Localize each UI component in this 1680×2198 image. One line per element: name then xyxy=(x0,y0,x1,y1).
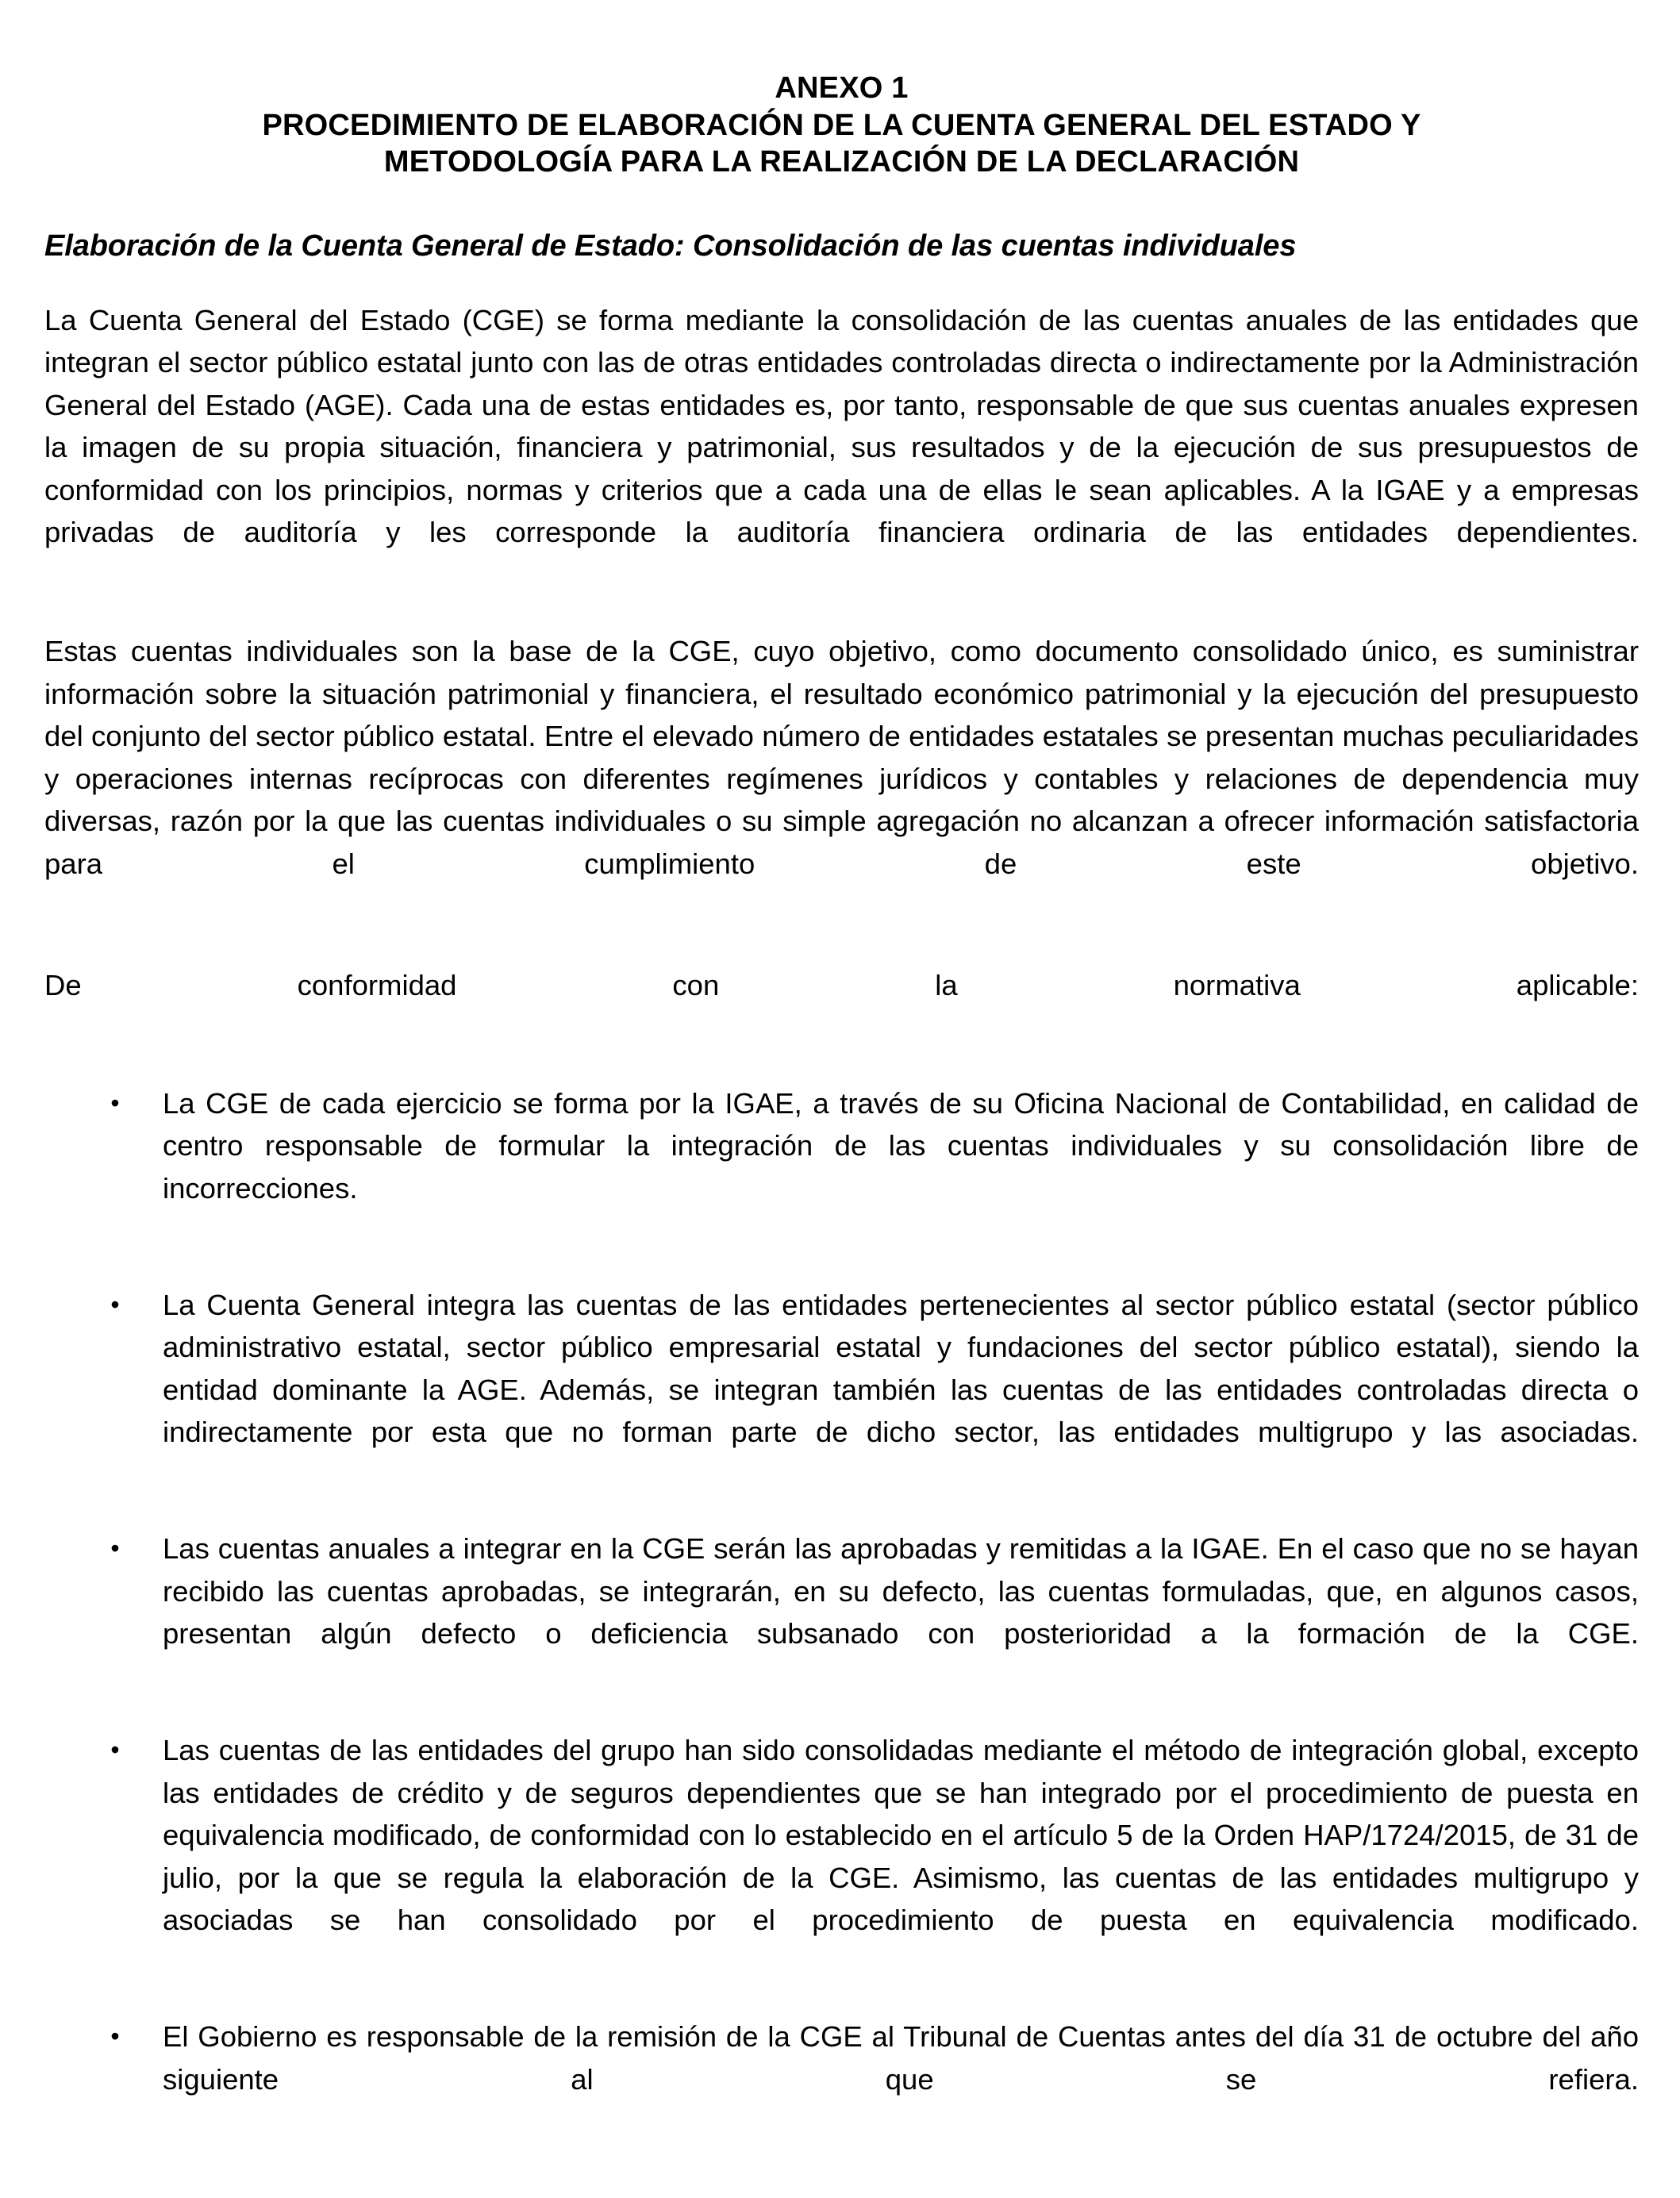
title-line-3: METODOLOGÍA PARA LA REALIZACIÓN DE LA DECLARACIÓN xyxy=(383,145,1300,179)
title-line-2: PROCEDIMIENTO DE ELABORACIÓN DE LA CUENTA GENERAL DEL ESTADO Y xyxy=(262,108,1421,142)
bullet-icon: • xyxy=(110,2022,120,2051)
list-item-text: La Cuenta General integra las cuentas de las entidades pertenecientes al sector público estatal (sector público administrativo estatal, sector público empresarial estatal y fundaciones del sector público estatal), siendo la entidad dominante la AGE. Además, se integran también las cuentas de las entidades controladas directa o indirectamente por esta que no forman parte de dicho sector, las entidades multigrupo y las asociadas. xyxy=(163,1288,1639,1449)
bullet-icon: • xyxy=(110,1088,120,1117)
list-item xyxy=(44,2015,1639,2143)
list-item-text: El Gobierno es responsable de la remisión de la CGE al Tribunal de Cuentas antes del día 31 de octubre del año siguiente al que se refiera. xyxy=(163,2020,1639,2096)
list-item xyxy=(44,1527,1639,1697)
bullet-icon: • xyxy=(110,1534,120,1563)
list-item xyxy=(44,1082,1639,1252)
bullet-icon: • xyxy=(110,1735,120,1765)
paragraph-1: La Cuenta General del Estado (CGE) se forma mediante la consolidación de las cuentas anuales de las entidades que integran el sector público estatal junto con las de otras entidades controladas directa o indirectamente por la Administración General del Estado (AGE). Cada una de estas entidades es, por tanto, responsable de que sus cuentas anuales expresen la imagen de su propia situación, financiera y patrimonial, sus resultados y de la ejecución de sus presupuestos de conformidad con los principios, normas y criterios que a cada una de ellas le sean aplicables. A la IGAE y a empresas privadas de auditoría y les corresponde la auditoría financiera ordinaria de las entidades dependientes. xyxy=(44,303,1639,549)
paragraph-3-intro: De conformidad con la normativa aplicable: xyxy=(44,968,1639,1001)
paragraph-2: Estas cuentas individuales son la base de la CGE, cuyo objetivo, como documento consolidado único, es suministrar información sobre la situación patrimonial y financiera, el resultado económico patrimonial y la ejecución del presupuesto del conjunto del sector público estatal. Entre el elevado número de entidades estatales se presentan muchas peculiaridades y operaciones internas recíprocas con diferentes regímenes jurídicos y contables y relaciones de dependencia muy diversas, razón por la que las cuentas individuales o su simple agregación no alcanzan a ofrecer información satisfactoria para el cumplimiento de este objetivo. xyxy=(44,635,1639,880)
list-item xyxy=(44,1284,1639,1497)
list-item-text: Las cuentas de las entidades del grupo han sido consolidadas mediante el método de integración global, excepto las entidades de crédito y de seguros dependientes que se han integrado por el procedimiento de puesta en equivalencia modificado, de conformidad con lo establecido en el artículo 5 de la Orden HAP/1724/2015, de 31 de julio, por la que se regula la elaboración de la CGE. Asimismo, las cuentas de las entidades multigrupo y asociadas se han consolidado por el procedimiento de puesta en equivalencia modificado. xyxy=(163,1734,1639,1937)
section-heading: Elaboración de la Cuenta General de Estado: Consolidación de las cuentas individuales xyxy=(44,229,1297,263)
title-line-1: ANEXO 1 xyxy=(775,71,909,105)
normativa-bullet-list xyxy=(44,1082,1639,2143)
page-title xyxy=(44,70,1639,181)
list-item-text: La CGE de cada ejercicio se forma por la IGAE, a través de su Oficina Nacional de Contabilidad, en calidad de centro responsable de formular la integración de las cuentas individuales y su consolidación libre de incorrecciones. xyxy=(163,1086,1639,1205)
bullet-icon: • xyxy=(110,1289,120,1319)
list-item xyxy=(44,1729,1639,1984)
list-item-text: Las cuentas anuales a integrar en la CGE serán las aprobadas y remitidas a la IGAE. En el caso que no se hayan recibido las cuentas aprobadas, se integrarán, en su defecto, las cuentas formuladas, que, en algunos casos, presentan algún defecto o deficiencia subsanado con posterioridad a la formación de la CGE. xyxy=(163,1532,1639,1650)
